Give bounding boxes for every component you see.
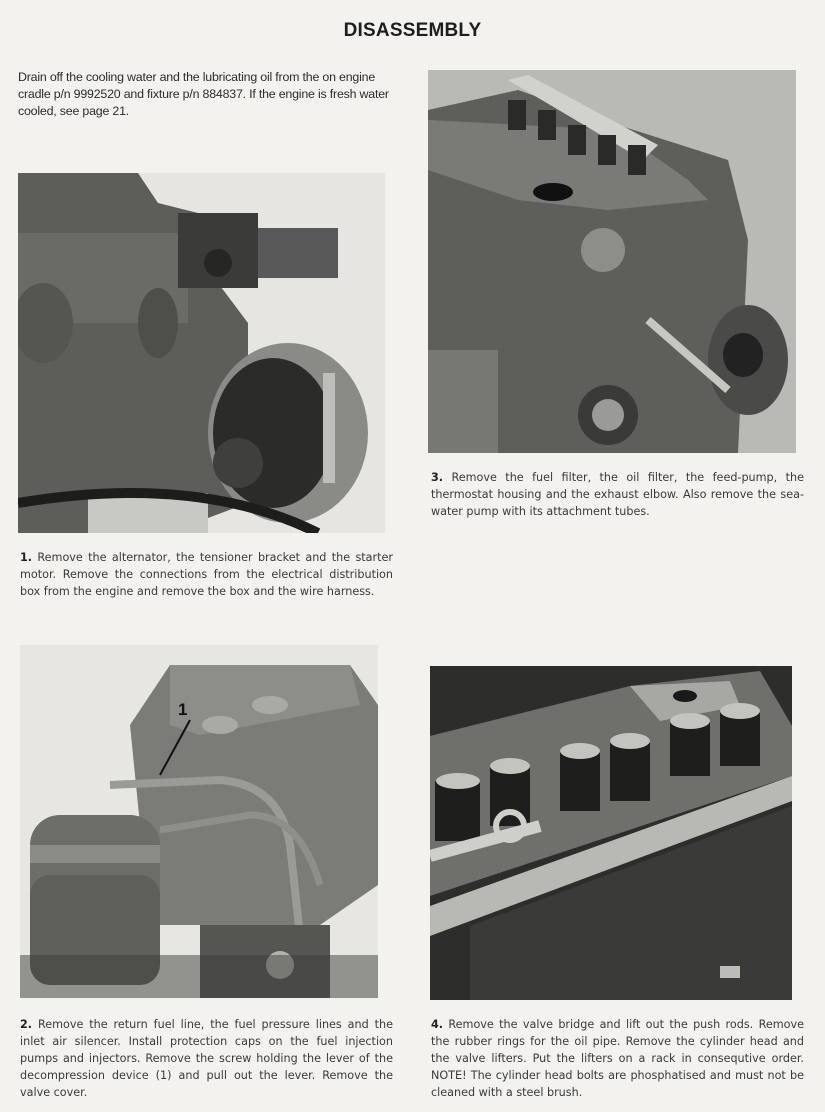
step-number: 1.: [20, 551, 33, 564]
step-text: Remove the alternator, the tensioner bracket and the starter motor. Remove the connections from the electrical distribution box from the engine and remove the box and the wire harness.: [20, 551, 393, 598]
figure-2-caption: [20, 1016, 393, 1101]
intro-paragraph: Drain off the cooling water and the lubricating oil from the on engine cradle p/n 9992520 and fixture p/n 884837. If the engine is fresh water cooled, see page 21.: [18, 70, 389, 118]
page-title: DISASSEMBLY: [343, 20, 482, 41]
step-number: 3.: [431, 471, 444, 484]
figure-2-photo: [20, 645, 378, 998]
figure-1-caption: [20, 549, 393, 600]
figure-3-photo: [428, 70, 796, 453]
callout-1: 1: [178, 700, 188, 719]
step-number: 2.: [20, 1018, 33, 1031]
step-text: Remove the fuel filter, the oil filter, the feed-pump, the thermostat housing and the exhaust elbow. Also remove the sea-water pump with its attachment tubes.: [431, 471, 804, 518]
figure-1-photo: [18, 173, 385, 533]
figure-3-caption: [431, 469, 804, 520]
figure-4-caption: [431, 1016, 804, 1101]
step-text: Remove the valve bridge and lift out the push rods. Remove the rubber rings for the oil pipe. Remove the cylinder head and the valve lifters. Put the lifters on a rack in consequtive order. NOTE! The cylinder head bolts are phosphatised and must not be cleaned with a steel brush.: [431, 1018, 804, 1099]
step-number: 4.: [431, 1018, 444, 1031]
step-text: Remove the return fuel line, the fuel pressure lines and the inlet air silencer. Install protection caps on the fuel injection pumps and injectors. Remove the screw holding the lever of the decompression device (1) and pull out the lever. Remove the valve cover.: [20, 1018, 393, 1099]
figure-4-photo: [430, 666, 792, 1000]
